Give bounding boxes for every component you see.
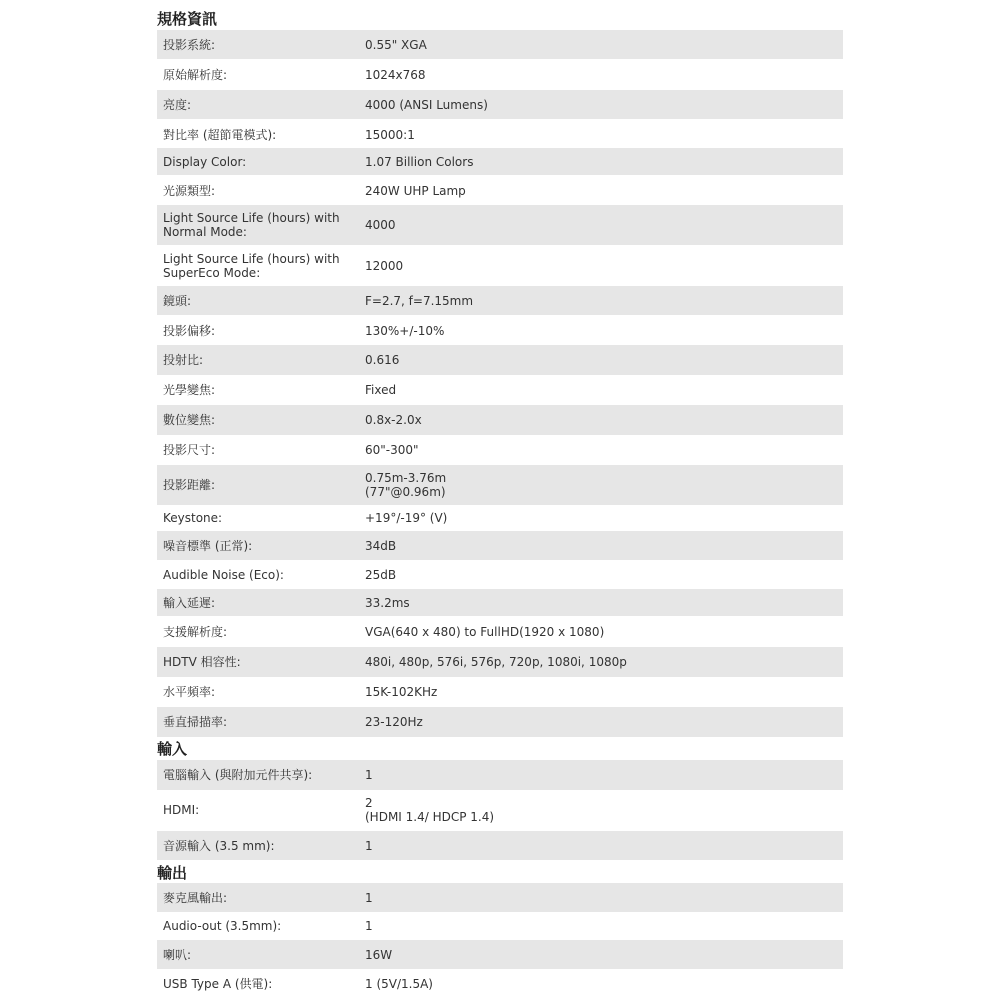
spec-row <box>157 345 843 375</box>
spec-label: 投射比: <box>163 353 204 367</box>
spec-row <box>157 617 843 647</box>
spec-value: 1 <box>365 768 373 782</box>
spec-row <box>157 316 843 345</box>
spec-row <box>157 969 843 999</box>
spec-row <box>157 707 843 737</box>
spec-value: 23-120Hz <box>365 715 423 729</box>
spec-row <box>157 647 843 677</box>
spec-row <box>157 435 843 465</box>
spec-value: 25dB <box>365 568 397 582</box>
spec-label: 垂直掃描率: <box>163 715 228 729</box>
spec-label: 輸入延遲: <box>163 595 216 610</box>
spec-label: HDTV 相容性: <box>163 655 241 669</box>
spec-label: Display Color: <box>163 154 247 169</box>
spec-label: 原始解析度: <box>163 67 228 82</box>
spec-value: 0.75m-3.76m (77"@0.96m) <box>365 471 447 499</box>
spec-row <box>157 465 843 505</box>
spec-value: 0.616 <box>365 353 400 367</box>
spec-label: 噪音標準 (正常): <box>163 538 253 553</box>
spec-value: 12000 <box>365 259 404 273</box>
spec-value: 4000 (ANSI Lumens) <box>365 97 488 112</box>
spec-label: Light Source Life (hours) with Normal Mode: <box>163 211 340 239</box>
spec-row <box>157 790 843 830</box>
spec-label: 喇叭: <box>163 947 192 962</box>
spec-row <box>157 286 843 315</box>
spec-value: 0.8x-2.0x <box>365 413 422 427</box>
spec-value: 33.2ms <box>365 595 410 610</box>
spec-row <box>157 831 843 860</box>
spec-row <box>157 405 843 435</box>
spec-label: 光學變焦: <box>163 383 216 397</box>
spec-row <box>157 375 843 405</box>
spec-value: 240W UHP Lamp <box>365 183 466 198</box>
spec-value: 60"-300" <box>365 443 419 457</box>
spec-row <box>157 505 843 531</box>
spec-row <box>157 246 843 286</box>
spec-value: 1 <box>365 838 373 853</box>
spec-label: HDMI: <box>163 803 200 817</box>
spec-value: 2 (HDMI 1.4/ HDCP 1.4) <box>365 796 495 824</box>
spec-label: 光源類型: <box>163 183 216 198</box>
section-heading: 輸入 <box>157 739 188 758</box>
spec-value: 4000 <box>365 218 396 232</box>
spec-label: Audio-out (3.5mm): <box>163 919 282 933</box>
spec-label: 投影偏移: <box>163 323 216 338</box>
spec-value: 1024x768 <box>365 67 426 82</box>
spec-value: 130%+/-10% <box>365 323 445 338</box>
spec-row <box>157 176 843 205</box>
spec-value: 480i, 480p, 576i, 576p, 720p, 1080i, 1080p <box>365 655 627 669</box>
section-heading: 規格資訊 <box>157 9 218 28</box>
spec-row <box>157 531 843 560</box>
spec-row <box>157 760 843 790</box>
spec-label: Keystone: <box>163 511 223 525</box>
spec-value: 0.55" XGA <box>365 37 427 52</box>
spec-value: 16W <box>365 947 393 962</box>
spec-value: 15000:1 <box>365 127 415 142</box>
spec-value: 15K-102KHz <box>365 685 438 699</box>
spec-label: 投影系統: <box>163 37 216 52</box>
spec-row <box>157 561 843 589</box>
spec-label: 水平頻率: <box>163 685 216 699</box>
spec-label: 音源輸入 (3.5 mm): <box>163 838 275 853</box>
spec-label: 對比率 (超節電模式): <box>163 127 277 142</box>
spec-row <box>157 90 843 119</box>
spec-value: 1.07 Billion Colors <box>365 154 474 169</box>
spec-label: 支援解析度: <box>163 625 228 639</box>
spec-label: Light Source Life (hours) with SuperEco Mode: <box>163 252 340 280</box>
spec-label: 麥克風輸出: <box>163 890 228 905</box>
spec-value: VGA(640 x 480) to FullHD(1920 x 1080) <box>365 625 605 639</box>
spec-label: 亮度: <box>163 97 192 112</box>
spec-value: 1 <box>365 890 373 905</box>
spec-row <box>157 883 843 912</box>
spec-label: 投影尺寸: <box>163 443 216 457</box>
spec-value: F=2.7, f=7.15mm <box>365 293 474 308</box>
spec-row <box>157 30 843 59</box>
spec-value: +19°/-19° (V) <box>365 511 448 525</box>
spec-row <box>157 205 843 245</box>
section-heading: 輸出 <box>157 863 188 882</box>
spec-label: 數位變焦: <box>163 413 216 427</box>
spec-row <box>157 940 843 969</box>
spec-label: Audible Noise (Eco): <box>163 568 284 582</box>
spec-label: USB Type A (供電): <box>163 977 273 991</box>
spec-row <box>157 589 843 616</box>
spec-value: Fixed <box>365 383 397 397</box>
spec-value: 34dB <box>365 538 397 553</box>
spec-value: 1 <box>365 919 373 933</box>
spec-row <box>157 60 843 89</box>
spec-row <box>157 120 843 149</box>
spec-row <box>157 677 843 707</box>
spec-value: 1 (5V/1.5A) <box>365 977 433 991</box>
spec-row <box>157 912 843 940</box>
spec-row <box>157 148 843 175</box>
spec-label: 電腦輸入 (與附加元件共享): <box>163 768 313 782</box>
spec-label: 鏡頭: <box>163 293 192 308</box>
spec-label: 投影距離: <box>163 478 216 492</box>
